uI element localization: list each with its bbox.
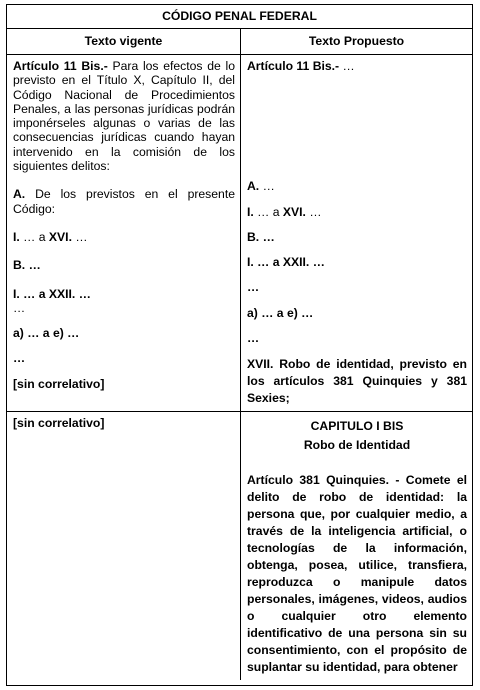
item-i-xvi (247, 205, 467, 219)
article-11-bis-current (13, 59, 235, 173)
cell-texto-propuesto-1 (241, 55, 472, 411)
item-i-tail: … (305, 204, 322, 219)
sin-correlativo: [sin correlativo] (13, 416, 105, 431)
ellipsis-line: … (247, 280, 260, 295)
item-b: B. … (13, 258, 41, 273)
header-texto-vigente: Texto vigente (7, 29, 241, 54)
chapter-title: Robo de Identidad (303, 438, 411, 453)
item-a (13, 187, 235, 216)
table-row (7, 55, 472, 412)
table-title: CÓDIGO PENAL FEDERAL (7, 5, 472, 29)
article-text: Para los efectos de lo previsto en el Título X, Capítulo II, del Código Nacional de Procedimientos Penales, a las personas jurídicas podrán imponérseles algunas o varias de las consecuencias jurídicas cuando hayan intervenido en la comisión de los siguientes delitos: (13, 59, 235, 174)
article-381-quinquies: Artículo 381 Quinquies. - Comete el delito de robo de identidad: la persona que, por cualquier medio, a través de la inteligencia artificial, o tecnologías de la información, obtenga, posea, utilice, transfiera, reproduzca o manipule datos personales, imágenes, videos, audios o cualquier otro elemento identificativo de una persona sin su consentimiento, con el propósito de suplantar su identidad, para obtener (247, 473, 467, 675)
comparison-table (6, 4, 473, 686)
cell-texto-propuesto-2 (241, 412, 472, 680)
item-i-xxii: I. … a XXII. … (247, 255, 325, 270)
item-a-e: a) … a e) … (247, 305, 314, 320)
article-label: Artículo 11 Bis.- (247, 59, 340, 73)
item-a-text: De los previstos en el presente Código: (13, 187, 235, 216)
item-xvi-label: XVI. (282, 204, 306, 219)
header-texto-propuesto: Texto Propuesto (308, 34, 405, 48)
item-i-text: … a (23, 229, 49, 244)
article-label: Artículo 11 Bis.- (13, 59, 108, 73)
item-xvii: XVII. Robo de identidad, previsto en los artículos 381 Quinquies y 381 Sexies; (247, 357, 467, 406)
cell-texto-vigente-1 (7, 55, 241, 411)
table-row (7, 412, 472, 680)
article-11-bis-proposed (247, 59, 467, 73)
ellipsis-line: … (247, 331, 260, 346)
item-a-e: a) … a e) … (13, 326, 80, 341)
article-text: … (339, 59, 355, 73)
cell-texto-vigente-2 (7, 412, 241, 680)
item-a-label: A. (13, 187, 26, 202)
chapter-heading: CAPITULO I BIS (310, 419, 404, 434)
item-i-xvi (13, 230, 235, 244)
sin-correlativo: [sin correlativo] (13, 376, 105, 391)
item-i-label: I. (247, 204, 254, 219)
item-i-tail: … (71, 229, 88, 244)
item-xvi-label: XVI. (48, 229, 72, 244)
item-i-xxii: I. … a XXII. … (13, 286, 91, 301)
item-b: B. … (247, 229, 275, 244)
item-a-label: A. (247, 179, 260, 194)
ellipsis-line: … (13, 351, 26, 366)
table-header-row (7, 29, 472, 55)
ellipsis-line: … (13, 300, 26, 315)
item-a (247, 179, 467, 193)
item-a-text: … (259, 179, 275, 194)
item-i-text: … a (253, 204, 283, 219)
item-i-label: I. (13, 229, 24, 244)
